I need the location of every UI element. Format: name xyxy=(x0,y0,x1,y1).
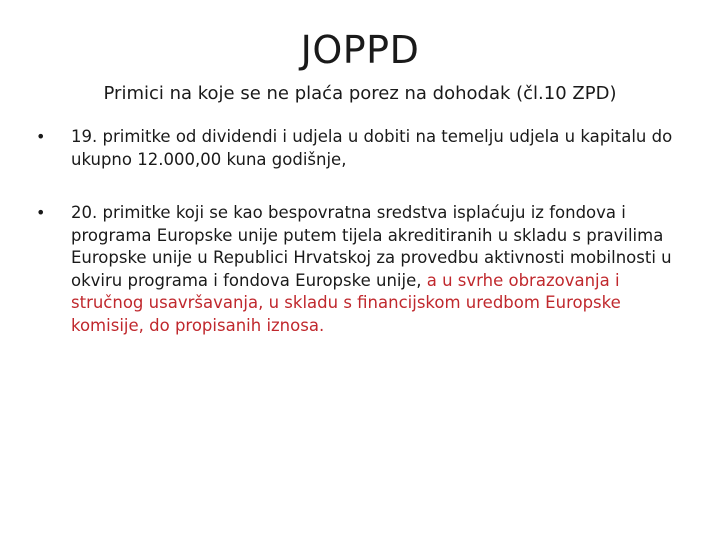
bullet-icon: • xyxy=(36,203,46,222)
bullet-list xyxy=(36,126,676,337)
bullet-text: 19. primitke od dividendi i udjela u dobiti na temelju udjela u kapitalu do ukupno 12.000,00 kuna godišnje, xyxy=(71,127,673,169)
bullet-highlight-text: a u svrhe obrazovanja i stručnog usavršavanja, u skladu s financijskom uredbom Europske komisije, do propisanih iznosa. xyxy=(71,270,621,335)
bullet-item-20 xyxy=(36,202,676,337)
slide-title: JOPPD xyxy=(300,28,420,72)
slide-subtitle: Primici na koje se ne plaća porez na dohodak (čl.10 ZPD) xyxy=(103,83,617,104)
bullet-text: 20. primitke koji se kao bespovratna sredstva isplaćuju iz fondova i programa Europske unije putem tijela akreditiranih u skladu s pravilima Europske unije u Republici Hrvatskoj za provedbu aktivnosti mobilnosti u okviru programa i fondova Europske unije, xyxy=(71,203,672,290)
bullet-item-19 xyxy=(36,126,676,171)
bullet-icon: • xyxy=(36,127,46,146)
